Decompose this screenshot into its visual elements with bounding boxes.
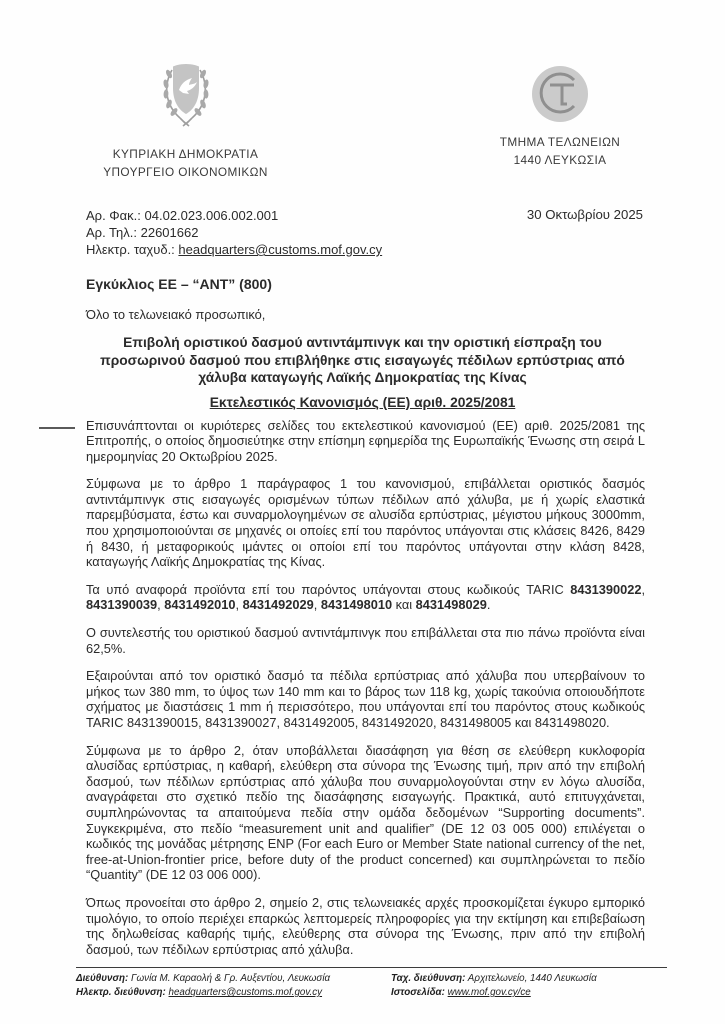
paragraph: Σύμφωνα με το άρθρο 1 παράγραφος 1 του κανονισμού, επιβάλλεται οριστικός δασμός αντιντάμπινγκ στις εισαγωγές ορισμένων τύπων πέδιλων από χάλυβα, με ή χωρίς ελαστικά παρεμβύσματα, έστω και συναρμολογημένων σε αλυσίδα ερπύστριας, μέγιστου μήκους 3000mm, που χρησιμοποιούνται σε μηχανές οι οποίες επί του παρόντος υπάγονται στις κλάσεις 8426, 8429 ή 8430, ή μεταφορικούς ιμάντες οι οποίοι επί του παρόντος υπάγονται στην κλάση 8428, καταγωγής Λαϊκής Δημοκρατίας της Κίνας. <box>86 476 645 570</box>
footer-left-column <box>76 972 391 1000</box>
document-date: 30 Οκτωβρίου 2025 <box>526 207 643 222</box>
circular-heading: Εγκύκλιος ΕΕ – “ΑΝΤ” (800) <box>86 276 272 292</box>
file-number: Αρ. Φακ.: 04.02.023.006.002.001 <box>86 208 279 223</box>
title-line: Επιβολή οριστικού δασμού αντιντάμπινγκ και την οριστική είσπραξη του <box>123 335 602 350</box>
footer-postal-line <box>391 972 667 986</box>
footer-website-label: Ιστοσελίδα: <box>391 987 445 998</box>
margin-dash <box>39 427 75 429</box>
footer-address-label: Διεύθυνση: <box>76 973 129 984</box>
footer-postal-label: Ταχ. διεύθυνση: <box>391 973 466 984</box>
email-label: Ηλεκτρ. ταχυδ.: <box>86 242 179 257</box>
department-city: 1440 ΛΕΥΚΩΣΙΑ <box>513 153 607 167</box>
paragraph: Ο συντελεστής του οριστικού δασμού αντιντάμπινγκ που επιβάλλεται στα πιο πάνω προϊόντα είναι 62,5%. <box>86 625 645 656</box>
footer-right-column <box>391 972 667 1000</box>
footer-email-link[interactable]: headquarters@customs.mof.gov.cy <box>168 987 323 998</box>
republic-name: ΚΥΠΡΙΑΚΗ ΔΗΜΟΚΡΑΤΙΑ <box>112 147 259 161</box>
department-header <box>455 60 665 181</box>
body-paragraphs <box>0 410 725 958</box>
email-link[interactable]: headquarters@customs.mof.gov.cy <box>178 242 383 257</box>
email-line <box>86 241 382 258</box>
footer-website-link[interactable]: www.mof.gov.cy/ce <box>447 987 531 998</box>
paragraph: Τα υπό αναφορά προϊόντα επί του παρόντος υπάγονται στους κωδικούς TARIC 8431390022, 8431390039, 8431492010, 8431492029, 8431498010 και 8431498029. <box>86 581 645 613</box>
paragraph: Σύμφωνα με το άρθρο 2, όταν υποβάλλεται διασάφηση για θέση σε ελεύθερη κυκλοφορία αλυσίδας ερπύστριας, η καθαρή, ελεύθερη στα σύνορα της Ένωσης τιμή, πριν από την επιβολή δασμού, των πέδιλων ερπύστριας από χάλυβα που συναρμολογούνται στην εν λόγω αλυσίδα, αναγράφεται στο σχετικό πεδίο της διασάφησης εισαγωγής. Πρακτικά, αυτό επιτυγχάνεται, συμπληρώνοντας τα απαιτούμενα πεδία στην ομάδα δεδομένων “Supporting documents”. Συγκεκριμένα, στο πεδίο “measurement unit and qualifier” (DE 12 03 005 000) επιλέγεται ο κωδικός της μονάδας μέτρησης ENP (For each Euro or Member State national currency of the net, free-at-Union-frontier price, before duty of the product concerned) και συμπληρώνεται το πεδίο “Quantity” (DE 12 03 006 000). <box>86 742 645 883</box>
footer-divider <box>76 967 667 968</box>
letterhead <box>0 0 725 181</box>
footer-address-value: Γωνία Μ. Καραολή & Γρ. Αυξεντίου, Λευκωσία <box>128 973 331 984</box>
paragraph: Όπως προνοείται στο άρθρο 2, σημείο 2, στις τελωνειακές αρχές προσκομίζεται έγκυρο εμπορικό τιμολόγιο, το οποίο περιέχει επαρκώς λεπτομερείς πληροφορίες για την εκτίμηση και επιβεβαίωση της δηλωθείσας καθαρής τιμής, ελεύθερης στα σύνορα της Ένωσης, πριν από την επιβολή δασμού, των πέδιλων ερπύστριας από χάλυβα. <box>86 894 645 957</box>
republic-header <box>78 60 293 181</box>
department-name: ΤΜΗΜΑ ΤΕΛΩΝΕΙΩΝ <box>499 135 621 149</box>
paragraph: Επισυνάπτονται οι κυριότερες σελίδες του εκτελεστικού κανονισμού (ΕΕ) αριθ. 2025/2081 της Επιτροπής, ο οποίος δημοσιεύτηκε στην επίσημη εφημερίδα της Ευρωπαϊκής Ένωσης στη σειρά L ημερομηνίας 20 Οκτωβρίου 2025. <box>86 417 645 464</box>
footer <box>0 967 725 1000</box>
regulation-subtitle: Εκτελεστικός Κανονισμός (ΕΕ) αριθ. 2025/2081 <box>209 394 516 410</box>
footer-email-label: Ηλεκτρ. διεύθυνση: <box>76 987 166 998</box>
paragraph: Εξαιρούνται από τον οριστικό δασμό τα πέδιλα ερπύστριας από χάλυβα που υπερβαίνουν το μήκος των 380 mm, το ύψος των 140 mm και το βάρος των 118 kg, χωρίς τακούνια οποιουδήποτε σχήματος με διαστάσεις 1 mm ή περισσότερο, που υπάγονται επί του παρόντος στους κωδικούς TARIC 8431390015, 8431390027, 8431492005, 8431492020, 8431498005 και 8431498020. <box>86 668 645 730</box>
salutation: Όλο το τελωνειακό προσωπικό, <box>86 307 266 322</box>
title-line: χάλυβα καταγωγής Λαϊκής Δημοκρατίας της Κίνας <box>198 370 527 385</box>
title-line: προσωρινού δασμού που επιβλήθηκε στις εισαγωγές πέδιλων ερπύστριας από <box>100 352 625 368</box>
phone-number: Αρ. Τηλ.: 22601662 <box>86 225 199 240</box>
footer-email-line <box>76 986 391 1000</box>
footer-address-line <box>76 972 391 986</box>
customs-seal-icon <box>530 64 590 124</box>
footer-website-line <box>391 986 667 1000</box>
footer-postal-value: Αρχιτελωνείο, 1440 Λευκωσία <box>465 973 597 984</box>
reference-block <box>0 181 725 258</box>
document-title <box>0 334 725 387</box>
ministry-name: ΥΠΟΥΡΓΕΙΟ ΟΙΚΟΝΟΜΙΚΩΝ <box>103 165 268 179</box>
coat-of-arms-icon <box>154 60 218 134</box>
